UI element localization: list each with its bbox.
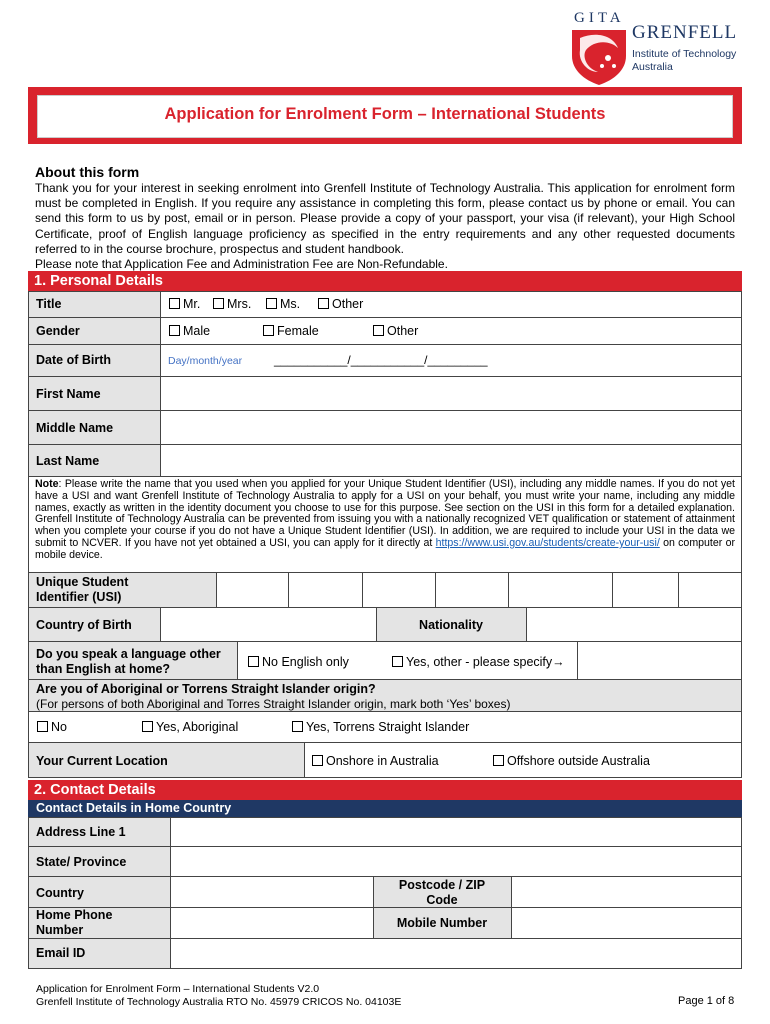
nationality-input[interactable] xyxy=(527,608,741,641)
state-input[interactable] xyxy=(171,847,741,876)
gender-option-other[interactable]: Other xyxy=(373,324,418,338)
language-specify-input[interactable] xyxy=(578,642,741,679)
dob-hint: Day/month/year xyxy=(168,355,243,367)
first-name-input[interactable] xyxy=(161,377,741,410)
address-line1-label: Address Line 1 xyxy=(36,825,126,839)
checkbox-icon[interactable] xyxy=(169,298,180,309)
usi-link[interactable]: https://www.usi.gov.au/students/create-your-usi/ xyxy=(435,536,660,549)
title-option-other[interactable]: Other xyxy=(318,297,363,311)
checkbox-icon[interactable] xyxy=(292,721,303,732)
checkbox-icon[interactable] xyxy=(373,325,384,336)
page-number: Page 1 of 8 xyxy=(678,995,735,1007)
language-option-yes[interactable]: Yes, other - please specify→ xyxy=(392,655,565,669)
title-option-ms[interactable]: Ms. xyxy=(266,297,300,311)
middle-name-input[interactable] xyxy=(161,411,741,444)
country-label: Country xyxy=(36,886,84,900)
last-name-label: Last Name xyxy=(36,454,100,468)
aboriginal-question: Are you of Aboriginal or Torrens Straight Islander origin? xyxy=(36,682,376,696)
footer-line1: Application for Enrolment Form – International Students V2.0 xyxy=(36,983,320,995)
state-label: State/ Province xyxy=(36,855,127,869)
language-label: Do you speak a language other than English at home? xyxy=(36,647,221,676)
location-option-onshore[interactable]: Onshore in Australia xyxy=(312,754,439,768)
section-contact-details: 2. Contact Details xyxy=(28,780,742,800)
gender-option-male[interactable]: Male xyxy=(169,324,210,338)
email-label: Email ID xyxy=(36,946,86,960)
checkbox-icon[interactable] xyxy=(248,656,259,667)
aboriginal-option-no[interactable]: No xyxy=(37,720,67,734)
checkbox-icon[interactable] xyxy=(266,298,277,309)
usi-label: Unique Student Identifier (USI) xyxy=(36,575,129,604)
page-title: Application for Enrolment Form – International Students xyxy=(164,105,606,123)
logo-acronym: GITA xyxy=(574,10,625,26)
gender-option-female[interactable]: Female xyxy=(263,324,319,338)
usi-note: Note: Please write the name that you used when you applied for your Unique Student Identifier (USI), including any middle names. If you do not yet have a USI and want Grenfell Institute of Technology Australia to apply for a USI on your behalf, you must write your name, including any middle names, exactly as written in the identity document you choose to use for this purpose. See section on the USI in this form for a detailed explanation. Grenfell Institute of Technology Australia can be prevented from issuing you with a nationally recognized VET qualification or statement of attainment when you complete your course if you do not have a Unique Student Identifier (USI). In addition, we are required to include your USI in the data we submit to NCVER. If you have not yet obtained a USI, you can apply for it directly at https://www.usi.gov.au/students/create-your-usi/ on computer or mobile device. xyxy=(35,478,735,561)
email-input[interactable] xyxy=(171,939,741,968)
checkbox-icon[interactable] xyxy=(169,325,180,336)
gender-label: Gender xyxy=(36,324,80,338)
location-label: Your Current Location xyxy=(36,754,168,768)
about-heading: About this form xyxy=(35,164,140,180)
checkbox-icon[interactable] xyxy=(493,755,504,766)
last-name-input[interactable] xyxy=(161,445,741,476)
country-input[interactable] xyxy=(171,877,372,907)
dob-label: Date of Birth xyxy=(36,353,111,367)
postcode-label: Postcode / ZIP Code xyxy=(398,878,486,907)
section-personal-details: 1. Personal Details xyxy=(28,271,742,291)
logo-subtitle: Australia xyxy=(632,61,673,73)
dob-input[interactable]: ___________/___________/_________ xyxy=(274,353,488,367)
aboriginal-option-yes-aboriginal[interactable]: Yes, Aboriginal xyxy=(142,720,238,734)
usi-input[interactable] xyxy=(217,573,741,607)
logo-subtitle: Institute of Technology xyxy=(632,48,737,60)
address-line1-input[interactable] xyxy=(171,818,741,846)
title-option-mrs[interactable]: Mrs. xyxy=(213,297,251,311)
country-of-birth-input[interactable] xyxy=(161,608,375,641)
postcode-input[interactable] xyxy=(512,877,741,907)
checkbox-icon[interactable] xyxy=(142,721,153,732)
arrow-right-icon: → xyxy=(552,655,565,669)
title-option-mr[interactable]: Mr. xyxy=(169,297,200,311)
fee-note: Please note that Application Fee and Administration Fee are Non-Refundable. xyxy=(35,257,448,271)
location-option-offshore[interactable]: Offshore outside Australia xyxy=(493,754,650,768)
first-name-label: First Name xyxy=(36,387,101,401)
logo xyxy=(568,10,738,86)
checkbox-icon[interactable] xyxy=(392,656,403,667)
mobile-label: Mobile Number xyxy=(396,916,488,930)
checkbox-icon[interactable] xyxy=(318,298,329,309)
checkbox-icon[interactable] xyxy=(213,298,224,309)
home-phone-input[interactable] xyxy=(171,908,372,938)
logo-name: GRENFELL xyxy=(632,22,738,43)
middle-name-label: Middle Name xyxy=(36,421,114,435)
mobile-input[interactable] xyxy=(512,908,741,938)
language-option-no[interactable]: No English only xyxy=(248,655,349,669)
checkbox-icon[interactable] xyxy=(263,325,274,336)
title-label: Title xyxy=(36,297,62,311)
country-of-birth-label: Country of Birth xyxy=(36,618,132,632)
aboriginal-hint: (For persons of both Aboriginal and Torres Straight Islander origin, mark both ‘Yes’ boxes) xyxy=(36,697,511,711)
footer-line2: Grenfell Institute of Technology Australia RTO No. 45979 CRICOS No. 04103E xyxy=(36,996,402,1008)
aboriginal-option-yes-torres[interactable]: Yes, Torrens Straight Islander xyxy=(292,720,469,734)
checkbox-icon[interactable] xyxy=(37,721,48,732)
nationality-label: Nationality xyxy=(419,618,483,632)
checkbox-icon[interactable] xyxy=(312,755,323,766)
home-phone-label: Home Phone Number xyxy=(36,908,113,937)
about-paragraph: Thank you for your interest in seeking enrolment into Grenfell Institute of Technology Australia. This application for enrolment form must be completed in English. If you require any assistance in completing this form, please contact us by phone or email. You can send this form to us by post, email or in person. Please provide a copy of your passport, your visa (if relevant), your High School Certificate, proof of English language proficiency as specified in the entry requirements and any other requested documents referred to in the course brochure, prospectus and student handbook. xyxy=(35,181,735,256)
contact-subheader: Contact Details in Home Country xyxy=(28,800,742,817)
